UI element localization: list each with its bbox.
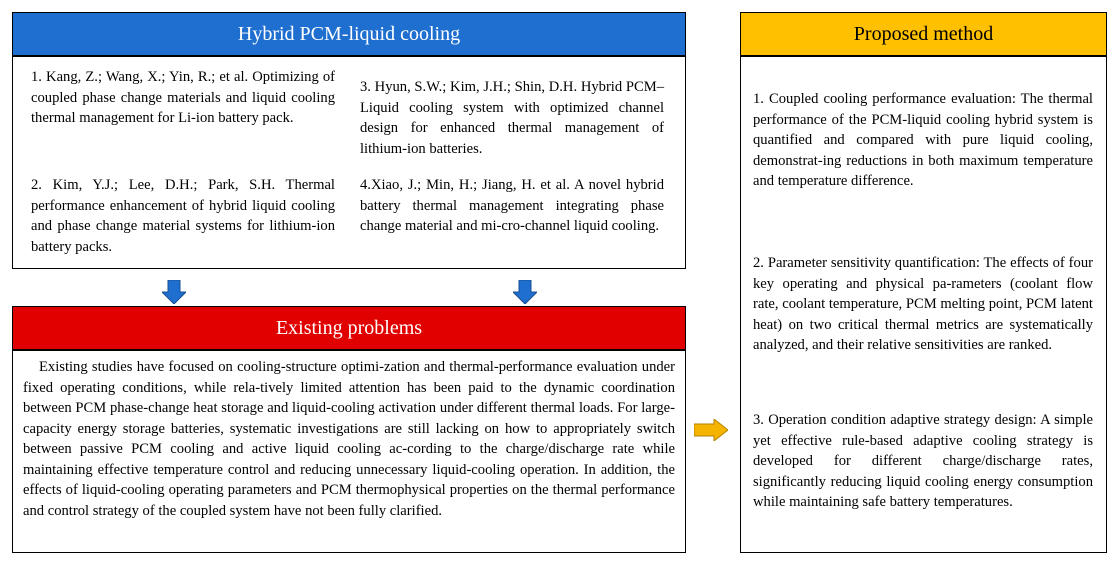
problems-text: Existing studies have focused on cooling-structure optimi-zation and thermal-performance evaluation under fixed operating conditions, while rela-tively limited attention has been paid to the dynamic coordination between PCM phase-change heat storage and liquid-cooling activation under different thermal loads. For large-capacity energy storage batteries, systematic investigations are still lacking on how to appropriately switch between passive PCM cooling and active liquid cooling ac-cording to the charge/discharge rate while maintaining effective temperature control and reducing unnecessary liquid-cooling operation. In addition, the effects of liquid-cooling operating parameters and PCM thermophysical properties on the thermal performance and control strategy of the coupled system have not been fully clarified. [23,359,675,519]
ref-4: 4.Xiao, J.; Min, H.; Jiang, H. et al. A novel hybrid battery thermal management integrating phase change material and mi-cro-channel liquid cooling. [360,177,664,234]
proposed-header [740,12,1107,56]
problems-header [12,306,686,350]
proposed-item-2: 2. Parameter sensitivity quantification: The effects of four key operating and physical pa-rameters (coolant flow rate, coolant temperature, PCM melting point, PCM latent heat) on two critical thermal metrics are systematically analyzed, and their relative sensitivities are ranked. [753,255,1093,353]
ref-3: 3. Hyun, S.W.; Kim, J.H.; Shin, D.H. Hybrid PCM–Liquid cooling system with optimized channel design for enhanced thermal management of lithium-ion batteries. [360,79,664,157]
right-arrow-icon [694,419,728,441]
proposed-item-1: 1. Coupled cooling performance evaluation: The thermal performance of the PCM-liquid cooling hybrid system is quantified and compared with pure liquid cooling, demonstrat-ing reductions in both maximum temperature and temperature difference. [753,91,1093,189]
ref-1: 1. Kang, Z.; Wang, X.; Yin, R.; et al. Optimizing of coupled phase change materials and liquid cooling thermal management for Li-ion battery pack. [31,69,335,126]
hybrid-refs-box [12,56,686,269]
proposed-title: Proposed method [853,22,994,45]
hybrid-title: Hybrid PCM-liquid cooling [237,22,461,45]
ref-2: 2. Kim, Y.J.; Lee, D.H.; Park, S.H. Thermal performance enhancement of hybrid liquid cooling and phase change material systems for lithium-ion battery packs. [31,177,335,255]
down-arrow-right-icon [513,280,537,304]
proposed-box [740,56,1107,553]
hybrid-header [12,12,686,56]
problems-box [12,350,686,553]
down-arrow-left-icon [162,280,186,304]
problems-title: Existing problems [275,316,423,339]
proposed-item-3: 3. Operation condition adaptive strategy design: A simple yet effective rule-based adaptive cooling strategy is developed for different charge/discharge rates, significantly reducing liquid cooling energy consumption while maintaining safe battery temperatures. [753,412,1093,510]
